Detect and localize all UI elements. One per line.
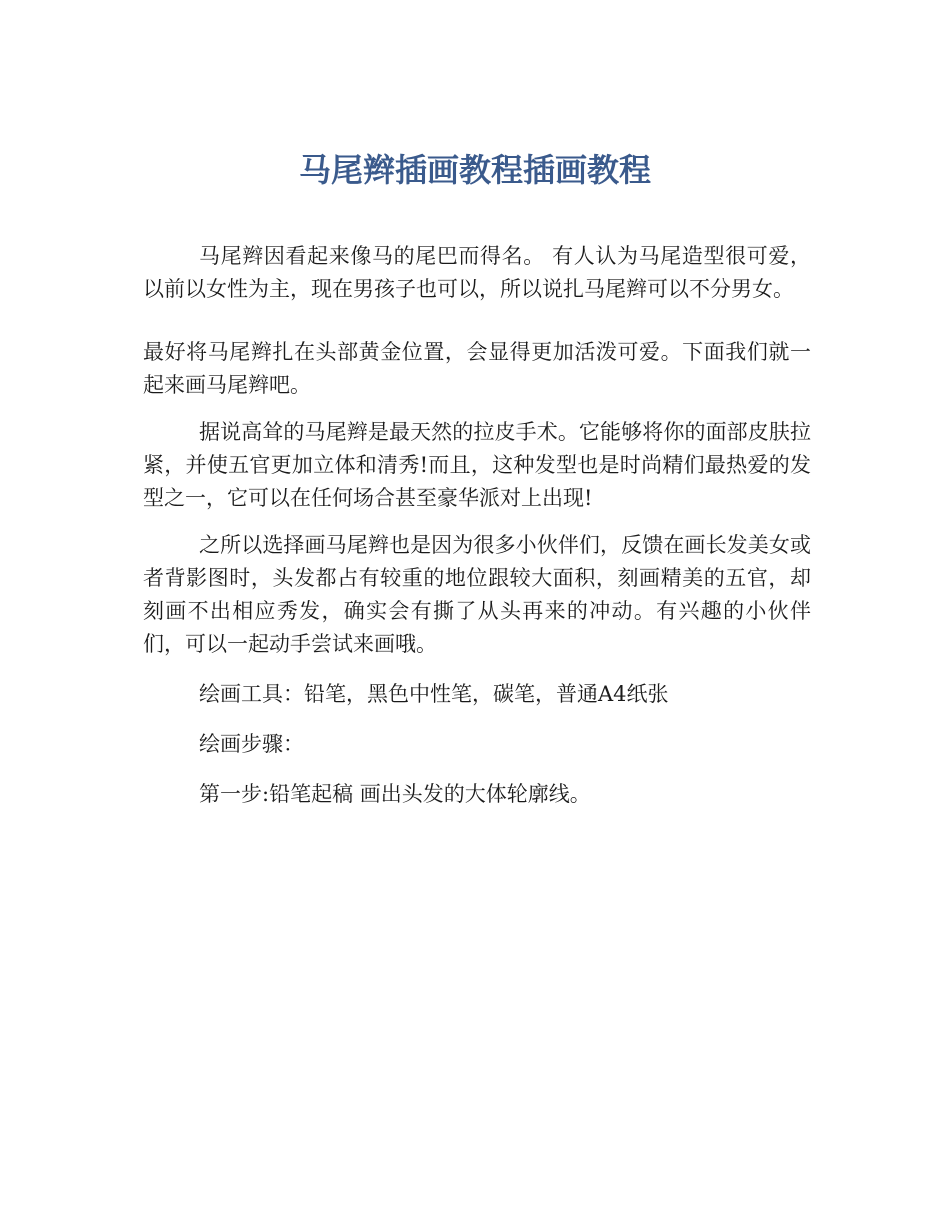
paragraph-reason: 之所以选择画马尾辫也是因为很多小伙伴们，反馈在画长发美女或者背影图时，头发都占有较重的地位跟较大面积，刻画精美的五官，却刻画不出相应秀发，确实会有撕了从头再来的冲动。有兴趣的小伙伴们，可以一起动手尝试来画哦。 [143,533,811,656]
document-title: 马尾辫插画教程插画教程 [298,151,651,189]
paragraph-tools: 绘画工具：铅笔，黑色中性笔，碳笔，普通A4纸张 [199,682,669,706]
paragraph-steps-heading: 绘画步骤： [199,732,304,756]
paragraph-benefits: 据说高耸的马尾辫是最天然的拉皮手术。它能够将你的面部皮肤拉紧，并使五官更加立体和清秀!而且，这种发型也是时尚精们最热爱的发型之一，它可以在任何场合甚至豪华派对上出现! [143,420,811,510]
document-body [143,240,811,811]
paragraph-intro: 马尾辫因看起来像马的尾巴而得名。 有人认为马尾造型很可爱，以前以女性为主，现在男孩子也可以，所以说扎马尾辫可以不分男女。 [143,244,811,301]
paragraph-position: 最好将马尾辫扎在头部黄金位置，会显得更加活泼可爱。下面我们就一起来画马尾辫吧。 [143,340,811,397]
paragraph-step-one: 第一步:铅笔起稿 画出头发的大体轮廓线。 [199,782,591,806]
